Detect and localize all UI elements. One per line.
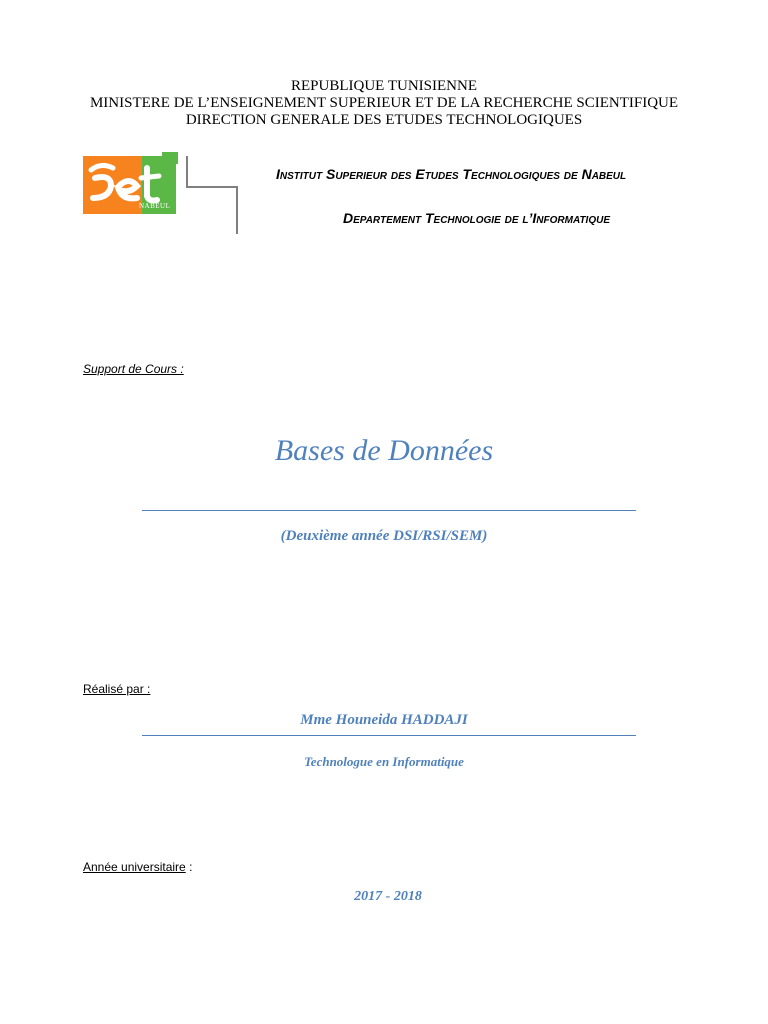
header-republic: REPUBLIQUE TUNISIENNE <box>291 78 477 94</box>
academic-year-label-row <box>83 860 192 874</box>
logo-frame-line <box>186 156 188 188</box>
iset-logo <box>83 156 176 214</box>
author-role: Technologue en Informatique <box>304 754 464 769</box>
academic-year-value: 2017 - 2018 <box>354 889 422 904</box>
course-level: (Deuxième année DSI/RSI/SEM) <box>280 528 488 544</box>
academic-year-colon: : <box>185 860 193 874</box>
logo-subtext: NABEUL <box>139 202 171 210</box>
logo-corner-mark-vertical <box>173 152 178 164</box>
institute-name: Institut Superieur des Etudes Technologiques de Nabeul <box>276 166 627 182</box>
author-divider <box>142 735 636 736</box>
department-name: Departement Technologie de l’Informatique <box>343 210 611 226</box>
academic-year-label: Année universitaire <box>83 860 186 874</box>
logo-frame-line <box>186 186 238 188</box>
header-ministry: MINISTERE DE L’ENSEIGNEMENT SUPERIEUR ET DE LA RECHERCHE SCIENTIFIQUE <box>89 95 679 111</box>
author-label: Réalisé par : <box>83 682 151 696</box>
logo-frame-line <box>236 186 238 234</box>
course-title: Bases de Données <box>274 434 494 467</box>
header-direction: DIRECTION GENERALE DES ETUDES TECHNOLOGIQUES <box>185 112 583 128</box>
title-divider <box>142 510 636 511</box>
author-name: Mme Houneida HADDAJI <box>300 712 468 728</box>
course-label: Support de Cours : <box>83 362 184 376</box>
